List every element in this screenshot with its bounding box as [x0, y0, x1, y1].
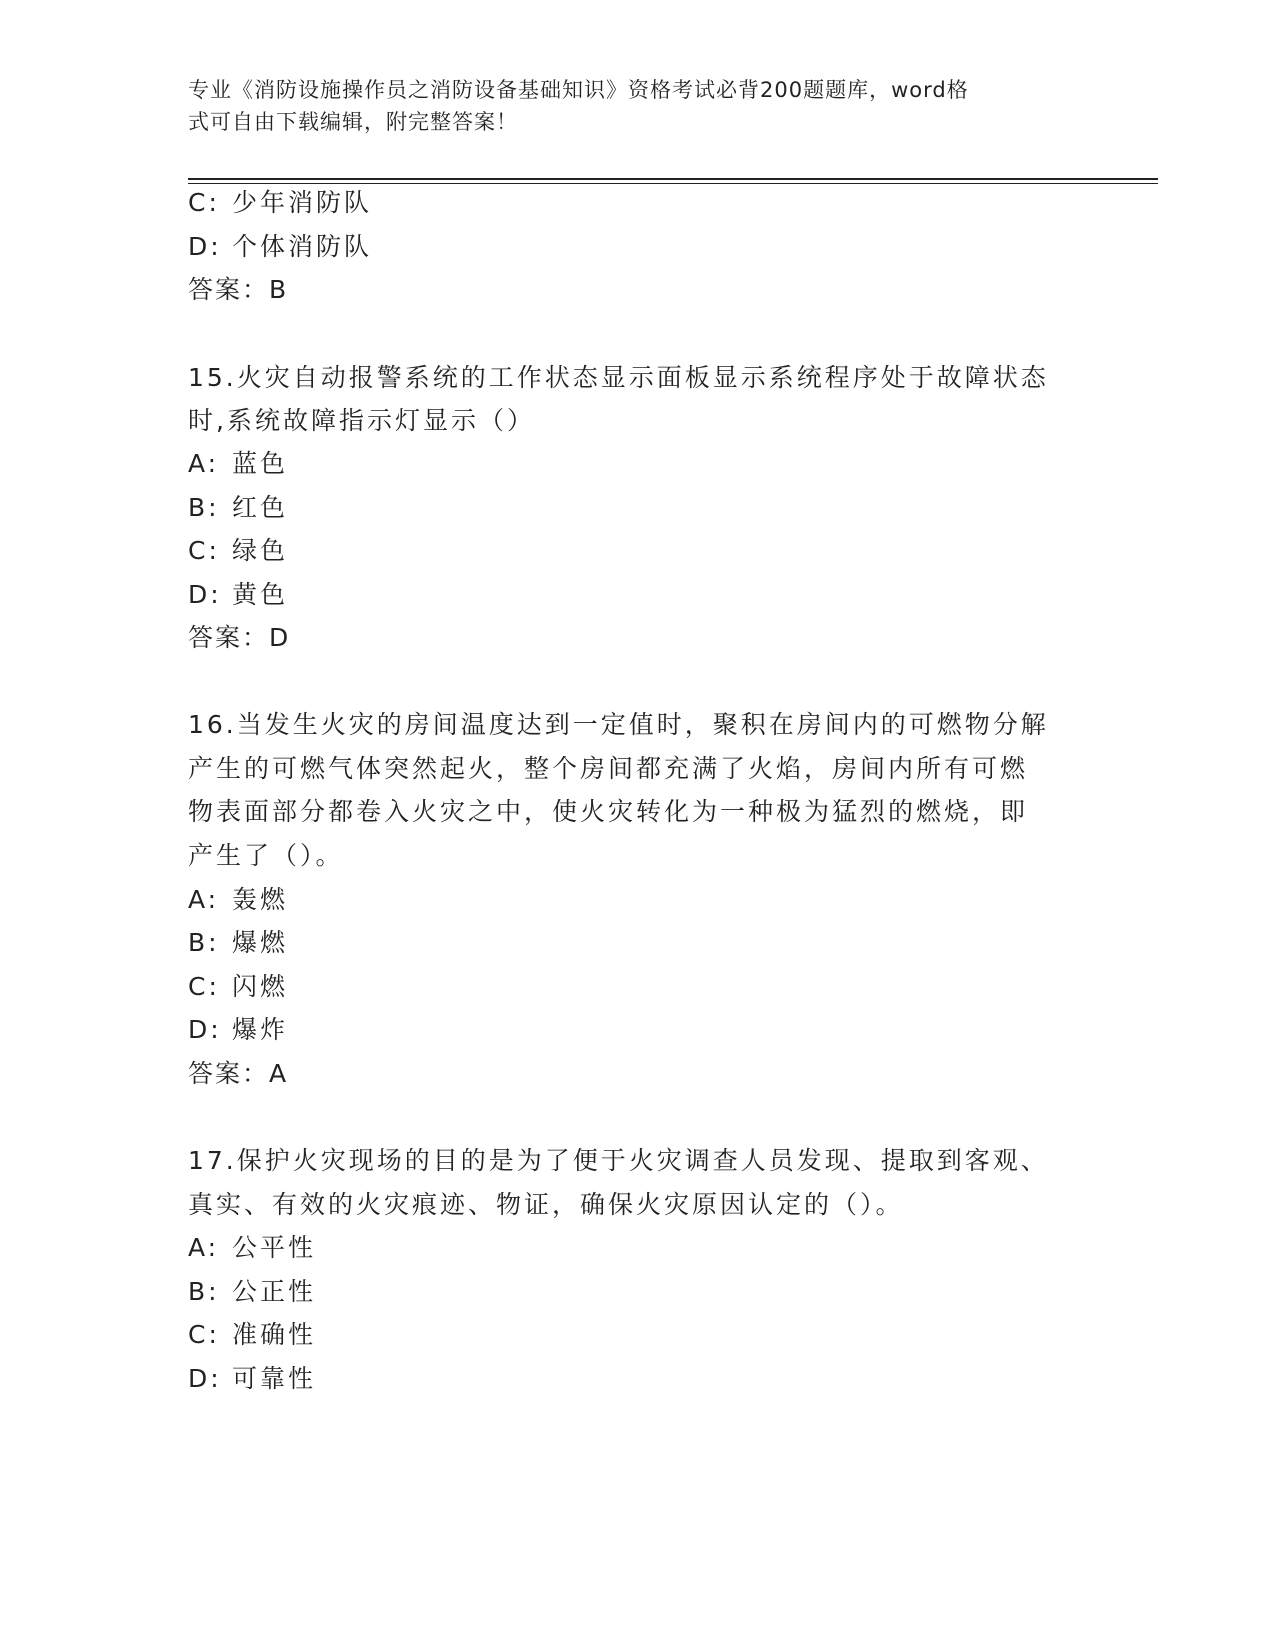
option-label: C:	[188, 972, 220, 1001]
option-text: 蓝色	[232, 449, 289, 478]
option-label: A:	[188, 449, 220, 478]
answer-line: 答案：D	[188, 623, 291, 652]
option-label: B:	[188, 493, 220, 522]
option-a	[188, 883, 288, 917]
option-text: 少年消防队	[232, 188, 373, 217]
option-label: B:	[188, 928, 220, 957]
option-label: D:	[188, 232, 222, 261]
question-15-stem-line: 15.火灾自动报警系统的工作状态显示面板显示系统程序处于故障状态	[188, 363, 1049, 392]
option-a	[188, 447, 288, 481]
option-d	[188, 230, 372, 264]
option-c	[188, 186, 372, 220]
option-label: C:	[188, 1320, 220, 1349]
option-d	[188, 1013, 288, 1047]
answer-line: 答案：A	[188, 1059, 289, 1088]
header-line-2: 式可自由下载编辑，附完整答案！	[188, 110, 518, 134]
option-text: 黄色	[232, 580, 289, 609]
option-d	[188, 1362, 316, 1396]
question-16-stem-line: 产生的可燃气体突然起火，整个房间都充满了火焰，房间内所有可燃	[188, 754, 1029, 783]
question-15-stem-line: 时,系统故障指示灯显示（）	[188, 406, 535, 435]
option-c	[188, 1318, 316, 1352]
option-text: 绿色	[232, 536, 289, 565]
question-17-stem-line: 真实、有效的火灾痕迹、物证，确保火灾原因认定的（）。	[188, 1190, 904, 1219]
option-text: 公正性	[232, 1277, 317, 1306]
option-c	[188, 970, 288, 1004]
option-a	[188, 1231, 316, 1265]
header-rule-thick	[188, 178, 1158, 180]
option-label: D:	[188, 1015, 222, 1044]
option-label: B:	[188, 1277, 220, 1306]
option-label: D:	[188, 1364, 222, 1393]
header-line-1: 专业《消防设施操作员之消防设备基础知识》资格考试必背200题题库，word格	[188, 78, 969, 102]
option-d	[188, 578, 288, 612]
option-b	[188, 491, 288, 525]
option-label: C:	[188, 536, 220, 565]
option-label: D:	[188, 580, 222, 609]
question-16-stem-line: 产生了（）。	[188, 841, 344, 870]
option-text: 公平性	[232, 1233, 317, 1262]
option-text: 爆炸	[232, 1015, 289, 1044]
option-text: 爆燃	[232, 928, 289, 957]
option-label: A:	[188, 1233, 220, 1262]
option-text: 红色	[232, 493, 289, 522]
question-17-stem-line: 17.保护火灾现场的目的是为了便于火灾调查人员发现、提取到客观、	[188, 1146, 1049, 1175]
option-b	[188, 926, 288, 960]
question-16-stem-line: 物表面部分都卷入火灾之中，使火灾转化为一种极为猛烈的燃烧，即	[188, 797, 1029, 826]
answer-line: 答案：B	[188, 275, 289, 304]
option-label: C:	[188, 188, 220, 217]
option-label: A:	[188, 885, 220, 914]
option-text: 可靠性	[232, 1364, 317, 1393]
document-header	[188, 74, 1068, 138]
option-text: 准确性	[232, 1320, 317, 1349]
header-rule-thin	[188, 183, 1158, 184]
option-b	[188, 1275, 316, 1309]
option-text: 闪燃	[232, 972, 289, 1001]
option-c	[188, 534, 288, 568]
option-text: 个体消防队	[232, 232, 373, 261]
option-text: 轰燃	[232, 885, 289, 914]
question-16-stem-line: 16.当发生火灾的房间温度达到一定值时，聚积在房间内的可燃物分解	[188, 710, 1049, 739]
